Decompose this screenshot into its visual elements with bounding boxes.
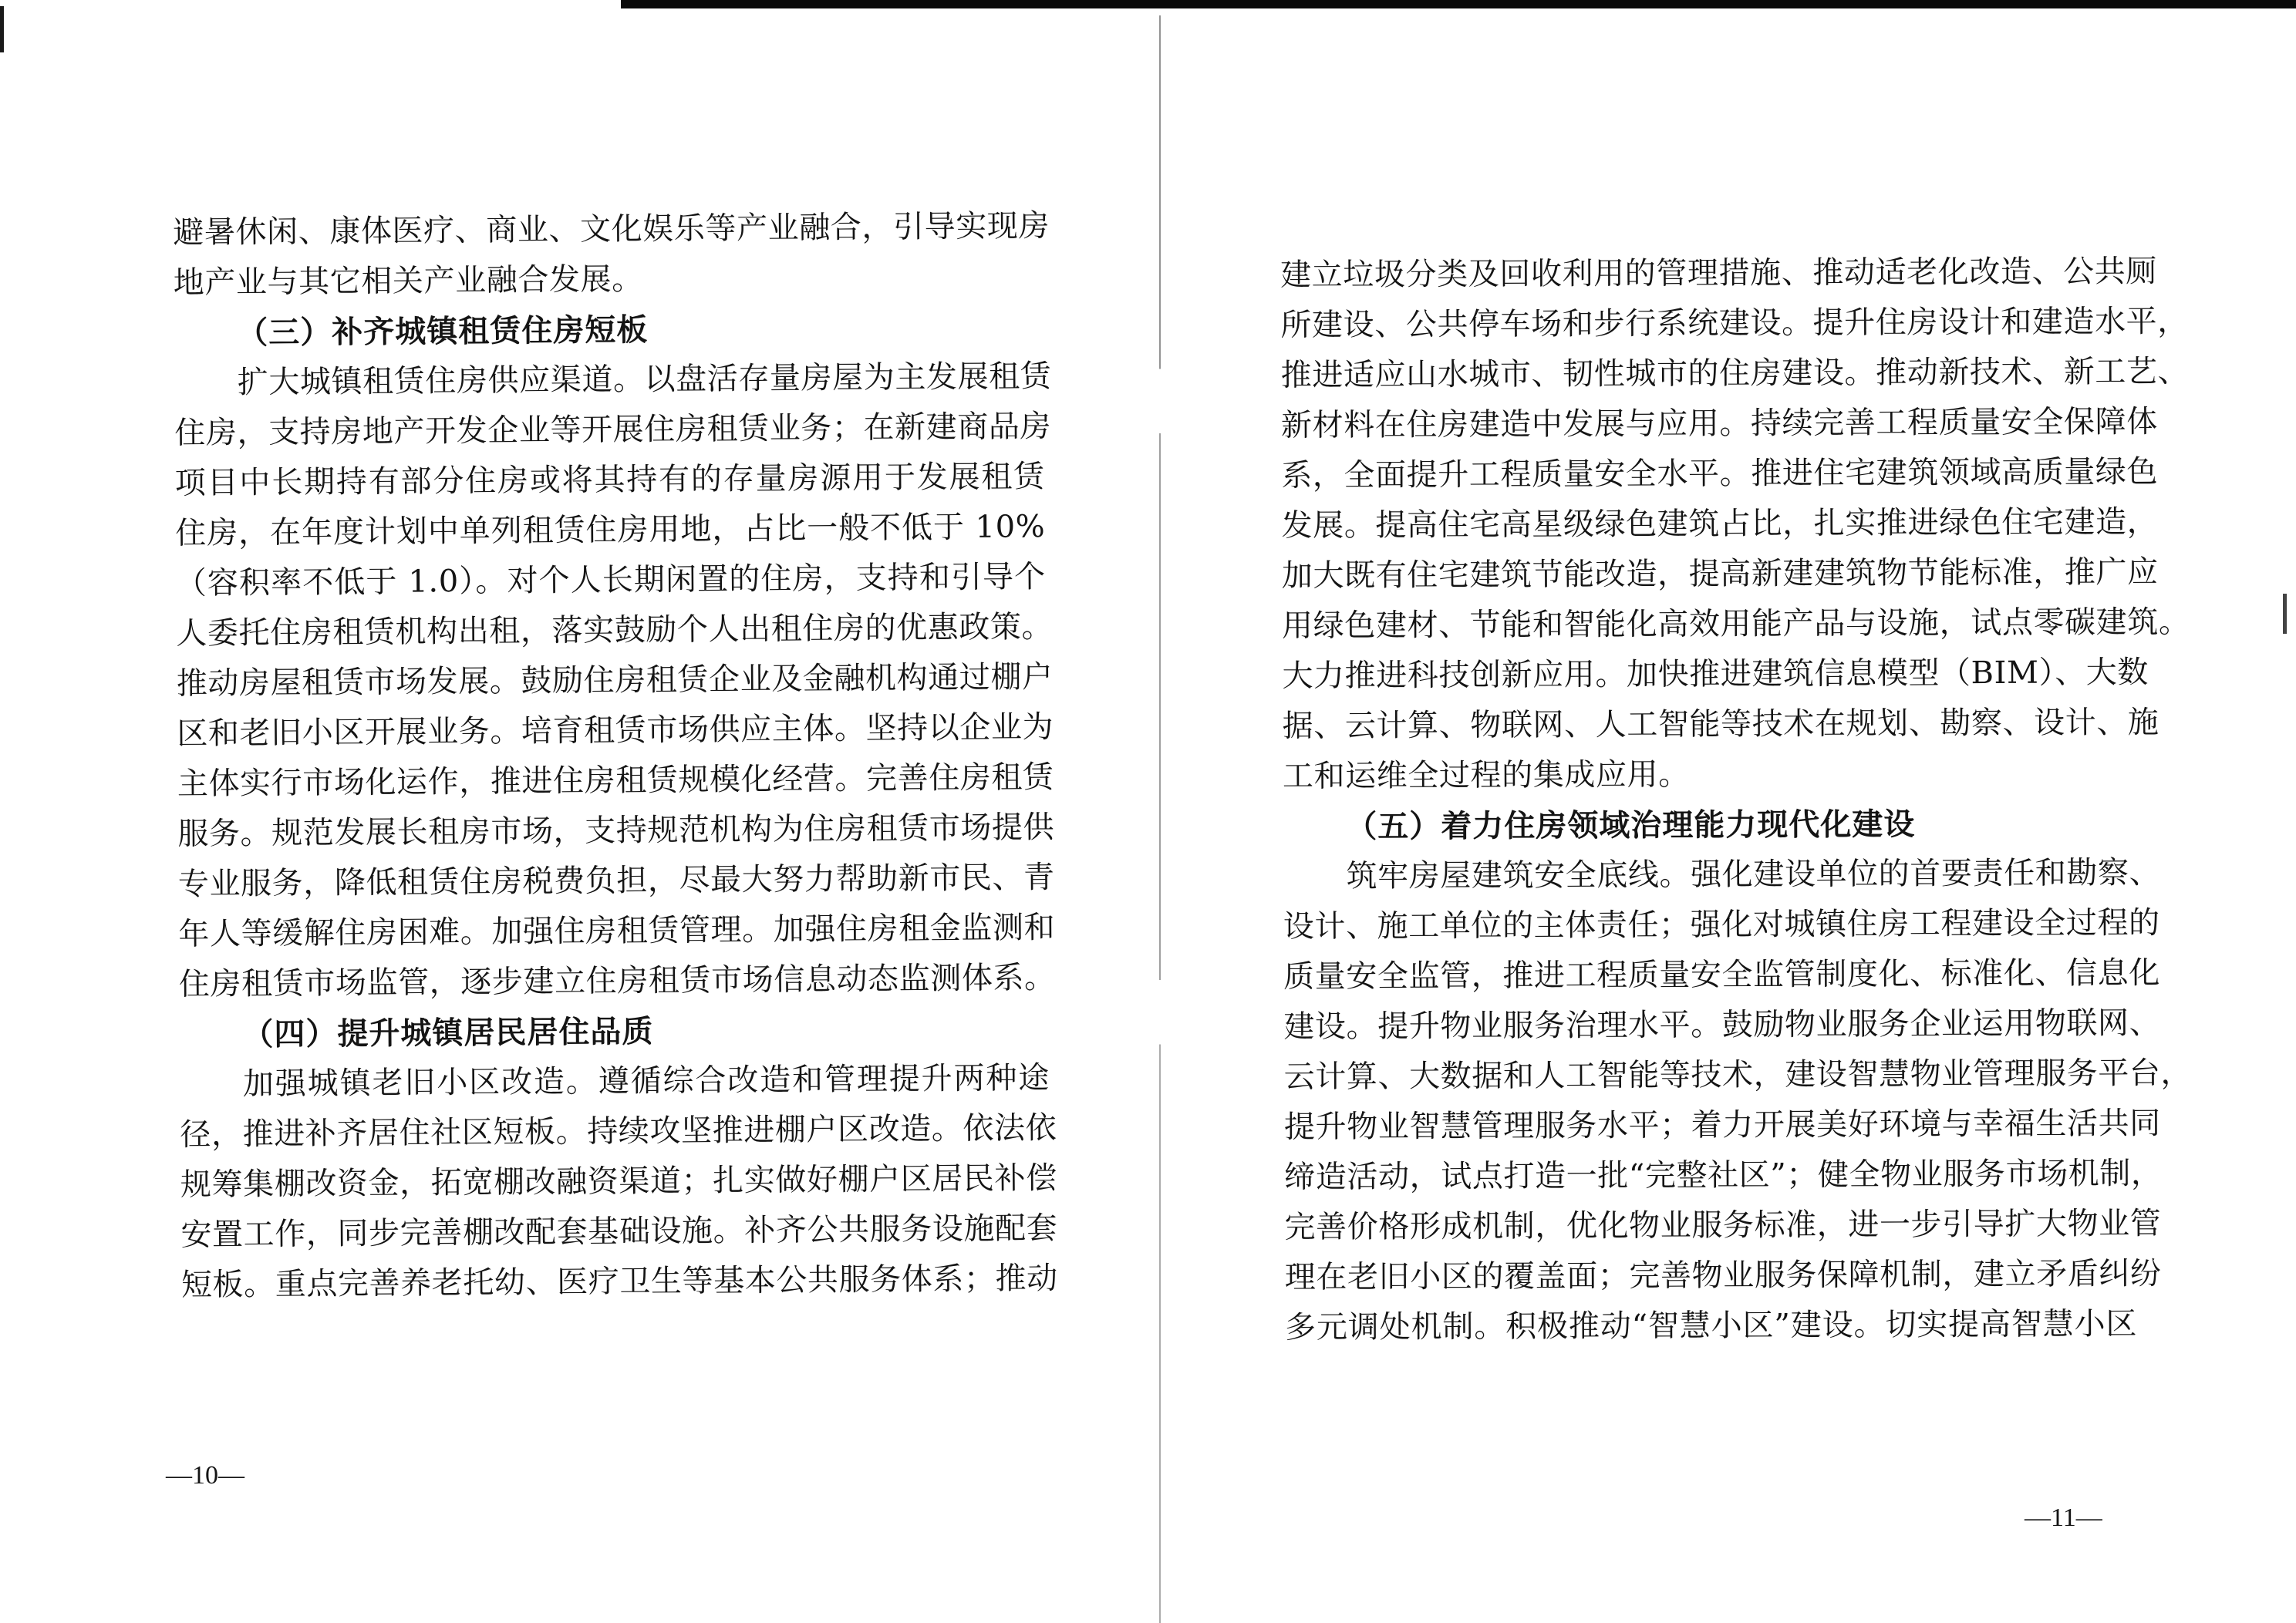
text-line: 年人等缓解住房困难。加强住房租赁管理。加强住房租金监测和	[178, 910, 1056, 952]
text-line: （容积率不低于 1.0）。对个人长期闲置的住房，支持和引导个	[175, 559, 1046, 601]
scan-edge-mark	[0, 6, 4, 52]
page-fold-line	[1159, 15, 1161, 1623]
text-line: 服务。规范发展长租房市场，支持规范机构为住房租赁市场提供	[177, 810, 1055, 852]
text-line: 地产业与其它相关产业融合发展。	[173, 261, 643, 301]
text-line: 住房，在年度计划中单列租赁住房用地，占比一般不低于 10%	[175, 509, 1046, 551]
text-line: 规筹集棚改资金，拓宽棚改融资渠道；扎实做好棚户区居民补偿	[180, 1160, 1057, 1203]
text-line: 工和运维全过程的集成应用。	[1282, 756, 1690, 794]
text-line: 提升物业智慧管理服务水平；着力开展美好环境与幸福生活共同	[1283, 1106, 2161, 1145]
page-number-left: —10—	[166, 1461, 244, 1490]
text-line: 筑牢房屋建筑安全底线。强化建设单位的首要责任和勘察、	[1346, 855, 2161, 894]
text-line: 建立垃圾分类及回收利用的管理措施、推动适老化改造、公共厕	[1280, 254, 2158, 293]
text-line: 发展。提高住宅高星级绿色建筑占比，扎实推进绿色住宅建造，	[1281, 504, 2159, 544]
section-heading: （四）提升城镇居民居住品质	[242, 1013, 654, 1053]
text-line: 所建设、公共停车场和步行系统建设。提升住房设计和建造水平，	[1280, 303, 2189, 343]
text-line: 区和老旧小区开展业务。培育租赁市场供应主体。坚持以企业为	[177, 709, 1054, 752]
text-line: 云计算、大数据和人工智能等技术，建设智慧物业管理服务平台，	[1283, 1055, 2193, 1095]
text-line: 加强城镇老旧小区改造。遵循综合改造和管理提升两种途	[242, 1060, 1050, 1103]
left-page	[173, 201, 1058, 1311]
page-number-right: —11—	[2025, 1503, 2102, 1532]
text-line: 理在老旧小区的覆盖面；完善物业服务保障机制，建立矛盾纠纷	[1284, 1256, 2162, 1295]
scan-edge-mark	[2283, 594, 2287, 634]
text-line: 推进适应山水城市、韧性城市的住房建设。推动新技术、新工艺、	[1280, 353, 2190, 393]
text-line: 短板。重点完善养老托幼、医疗卫生等基本公共服务体系；推动	[180, 1261, 1058, 1303]
text-line: 专业服务，降低租赁住房税费负担，尽最大努力帮助新市民、青	[177, 860, 1055, 902]
text-line: 据、云计算、物联网、人工智能等技术在规划、勘察、设计、施	[1282, 705, 2159, 744]
text-line: 安置工作，同步完善棚改配套基础设施。补齐公共服务设施配套	[180, 1211, 1058, 1253]
text-line: 多元调处机制。积极推动“智慧小区”建设。切实提高智慧小区	[1284, 1306, 2138, 1345]
text-line: 建设。提升物业服务治理水平。鼓励物业服务企业运用物联网、	[1283, 1005, 2161, 1045]
section-heading: （五）着力住房领域治理能力现代化建设	[1346, 806, 1916, 845]
text-line: 推动房屋租赁市场发展。鼓励住房租赁企业及金融机构通过棚户	[176, 659, 1054, 702]
text-line: 避暑休闲、康体医疗、商业、文化娱乐等产业融合，引导实现房	[173, 208, 1050, 251]
text-line: 系，全面提升工程质量安全水平。推进住宅建筑领域高质量绿色	[1281, 454, 2159, 493]
text-line: 质量安全监管，推进工程质量安全监管制度化、标准化、信息化	[1283, 955, 2161, 995]
text-line: 主体实行市场化运作，推进住房租赁规模化经营。完善住房租赁	[177, 759, 1054, 802]
text-line: 新材料在住房建造中发展与应用。持续完善工程质量安全保障体	[1280, 404, 2158, 443]
text-line: 扩大城镇租赁住房供应渠道。以盘活存量房屋为主发展租赁	[237, 359, 1052, 401]
right-page	[1280, 247, 2193, 1353]
text-line: 径，推进补齐居住社区短板。持续攻坚推进棚户区改造。依法依	[180, 1110, 1057, 1153]
text-line: 加大既有住宅建筑节能改造，提高新建建筑物节能标准，推广应	[1281, 554, 2159, 594]
text-line: 用绿色建材、节能和智能化高效用能产品与设施，试点零碳建筑。	[1282, 604, 2190, 644]
section-heading: （三）补齐城镇租赁住房短板	[237, 311, 649, 352]
text-line: 大力推进科技创新应用。加快推进建筑信息模型（BIM）、大数	[1282, 655, 2149, 694]
text-line: 缔造活动，试点打造一批“完整社区”；健全物业服务市场机制，	[1284, 1156, 2163, 1195]
text-line: 完善价格形成机制，优化物业服务标准，进一步引导扩大物业管	[1284, 1206, 2162, 1245]
scan-top-border	[621, 0, 2296, 8]
text-line: 人委托住房租赁机构出租，落实鼓励个人出租住房的优惠政策。	[176, 609, 1054, 652]
text-line: 设计、施工单位的主体责任；强化对城镇住房工程建设全过程的	[1283, 905, 2160, 945]
text-line: 住房，支持房地产开发企业等开展住房租赁业务；在新建商品房	[174, 409, 1052, 451]
text-line: 住房租赁市场监管，逐步建立住房租赁市场信息动态监测体系。	[178, 960, 1056, 1002]
text-line: 项目中长期持有部分住房或将其持有的存量房源用于发展租赁	[174, 459, 1045, 501]
